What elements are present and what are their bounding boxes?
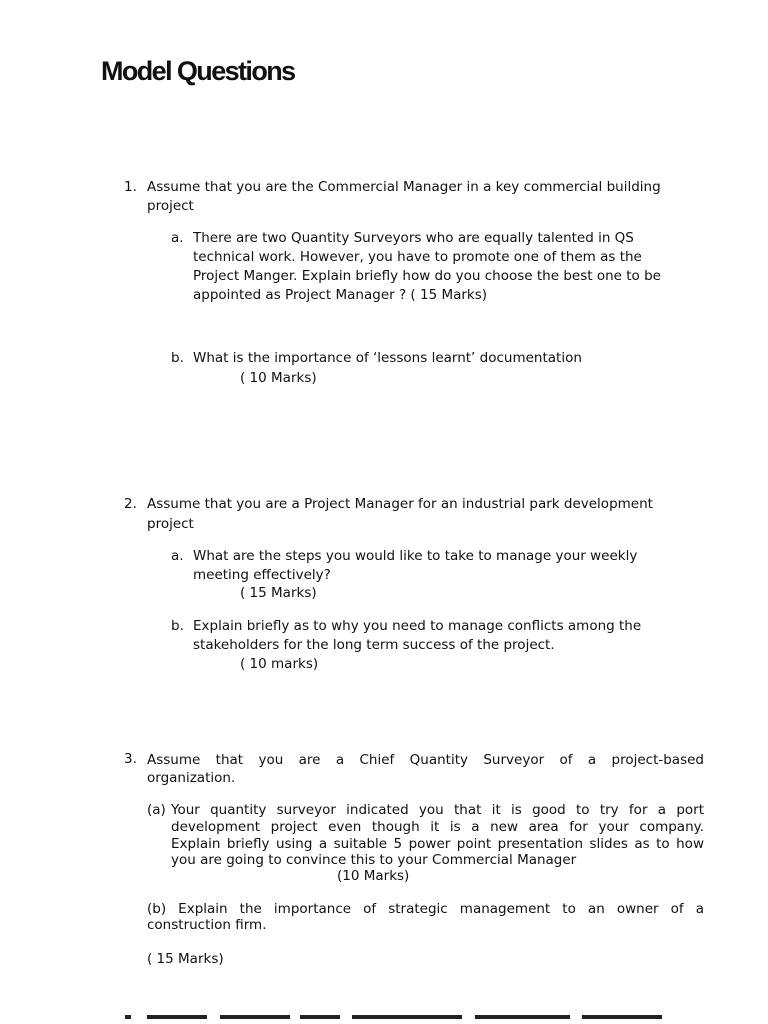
question-number: 2.: [124, 496, 137, 512]
subquestion-text-line: Explain briefly using a suitable 5 power point presentation slides as to how: [171, 836, 704, 852]
subquestion-text-line: There are two Quantity Surveyors who are equally talented in QS: [193, 230, 634, 246]
subquestion-text: [171, 802, 704, 853]
subquestion-text-line: stakeholders for the long term success of the project.: [193, 637, 555, 653]
subquestion-text-line: development project even though it is a new area for your company.: [171, 819, 704, 835]
question-text-line: Assume that you are a Project Manager for an industrial park development: [147, 496, 653, 512]
question-text-line: Assume that you are a Chief Quantity Surveyor of a project-based: [147, 752, 704, 768]
next-question-cutoff: [120, 1015, 710, 1024]
marks-label: ( 10 marks): [240, 656, 319, 672]
subquestion-text-line: technical work. However, you have to promote one of them as the: [193, 249, 642, 265]
subquestion-text: [147, 901, 704, 918]
subquestion-text-line: What are the steps you would like to take to manage your weekly: [193, 548, 638, 564]
marks-label: ( 10 Marks): [240, 370, 317, 386]
subquestion-text-line: appointed as Project Manager ? ( 15 Marks): [193, 287, 488, 303]
subquestion-text-line: Project Manger. Explain briefly how do you choose the best one to be: [193, 268, 661, 284]
subquestion-label: b.: [171, 618, 184, 634]
marks-label: ( 15 Marks): [240, 585, 317, 601]
subquestion-text-line: (b) Explain the importance of strategic management to an owner of a: [147, 901, 704, 917]
subquestion-label: a.: [171, 548, 184, 564]
subquestion-text-line: What is the importance of ‘lessons learnt’ documentation: [193, 350, 582, 366]
question-text-line: organization.: [147, 770, 236, 786]
subquestion-label: a.: [171, 230, 184, 246]
marks-label: (10 Marks): [337, 868, 410, 884]
question-text-line: project: [147, 198, 194, 214]
subquestion-label: (a): [147, 802, 166, 818]
subquestion-text-line: you are going to convince this to your Commercial Manager: [171, 852, 577, 868]
subquestion-text-line: Your quantity surveyor indicated you that it is good to try for a port: [171, 802, 704, 818]
question-text: [147, 751, 704, 770]
page-title: Model Questions: [101, 56, 295, 86]
question-text-line: project: [147, 516, 194, 532]
subquestion-label: b.: [171, 350, 184, 366]
subquestion-text-line: Explain briefly as to why you need to manage conflicts among the: [193, 618, 642, 634]
subquestion-text-line: construction firm.: [147, 917, 267, 933]
question-text-line: Assume that you are the Commercial Manager in a key commercial building: [147, 179, 661, 195]
question-number: 1.: [124, 179, 137, 195]
question-number: 3.: [124, 751, 137, 767]
marks-label: ( 15 Marks): [147, 951, 224, 967]
subquestion-text-line: meeting effectively?: [193, 567, 331, 583]
